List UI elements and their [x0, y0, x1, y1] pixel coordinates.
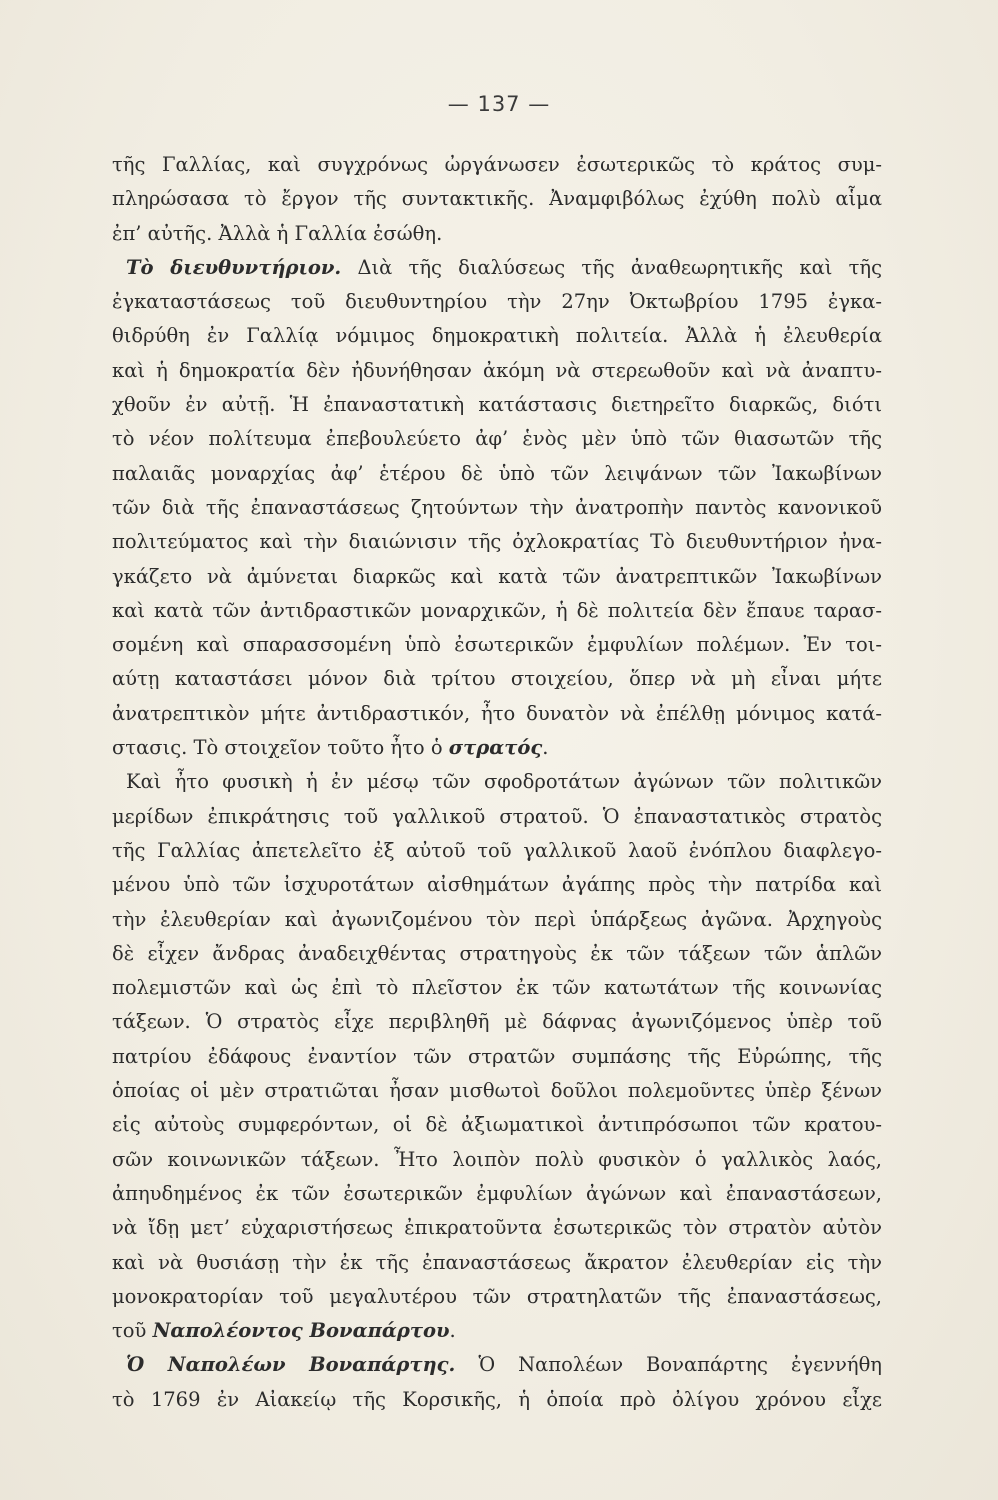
text-line: σῶν κοινωνικῶν τάξεων. Ἦτο λοιπὸν πολὺ φυσικὸν ὁ γαλλικὸς λαός, [112, 1147, 882, 1171]
section-heading: Ὁ Ναπολέων Βοναπάρτης. [126, 1353, 456, 1377]
text-line: τὸ νέον πολίτευμα ἐπεβουλεύετο ἀφ’ ἑνὸς μὲν ὑπὸ τῶν θιασωτῶν τῆς [112, 427, 882, 451]
text-line: γκάζετο νὰ ἀμύνεται διαρκῶς καὶ κατὰ τῶν ἀνατρεπτικῶν Ἰακωβίνων [112, 564, 882, 588]
text-line: τὸ 1769 ἐν Αἰακείῳ τῆς Κορσικῆς, ἡ ὁποία πρὸ ὀλίγου χρόνου εἶχε [112, 1387, 882, 1411]
body-text [112, 148, 882, 1417]
text-line: τὴν ἐλευθερίαν καὶ ἀγωνιζομένου τὸν περὶ ὑπάρξεως ἀγῶνα. Ἀρχηγοὺς [112, 907, 882, 931]
page-number: — 137 — [447, 92, 551, 116]
text-line: πολιτεύματος καὶ τὴν διαιώνισιν τῆς ὀχλοκρατίας Τὸ διευθυντήριον ἠνα- [112, 530, 882, 554]
text-line: μένου ὑπὸ τῶν ἰσχυροτάτων αἰσθημάτων ἀγάπης πρὸς τὴν πατρίδα καὶ [112, 873, 882, 897]
text-line: αύτῃ καταστάσει μόνον διὰ τρίτου στοιχείου, ὅπερ νὰ μὴ εἶναι μήτε [112, 667, 882, 691]
text-line: καὶ νὰ θυσιάσῃ τὴν ἐκ τῆς ἐπαναστάσεως ἄκρατον ἐλευθερίαν εἰς τὴν [112, 1250, 882, 1274]
text-line: θιδρύθη ἐν Γαλλίᾳ νόμιμος δημοκρατικὴ πολιτεία. Ἀλλὰ ἡ ἐλευθερία [112, 324, 882, 348]
text-line: μερίδων ἐπικράτησις τοῦ γαλλικοῦ στρατοῦ. Ὁ ἐπαναστατικὸς στρατὸς [112, 804, 882, 828]
section-heading: Τὸ διευθυντήριον. [126, 255, 342, 279]
section-heading-line: Ὁ Ναπολέων Βοναπάρτης. Ὁ Ναπολέων Βοναπάρτης ἐγεννήθη [126, 1353, 882, 1377]
text-line: πατρίου ἐδάφους ἐναντίον τῶν στρατῶν συμπάσης τῆς Εὐρώπης, τῆς [112, 1044, 882, 1068]
text-line: καὶ κατὰ τῶν ἀντιδραστικῶν μοναρχικῶν, ἡ δὲ πολιτεία δὲν ἔπαυε ταρασ- [112, 598, 882, 622]
text-line: καὶ ἡ δημοκρατία δὲν ἠδυνήθησαν ἀκόμη νὰ στερεωθοῦν καὶ νὰ ἀναπτυ- [112, 358, 882, 382]
text-line: τῆς Γαλλίας ἀπετελεῖτο ἐξ αὐτοῦ τοῦ γαλλικοῦ λαοῦ ἐνόπλου διαφλεγο- [112, 838, 882, 862]
text-line: στασις. Τὸ στοιχεῖον τοῦτο ἦτο ὁ στρατός. [112, 736, 549, 760]
text-line: εἰς αὐτοὺς συμφερόντων, οἱ δὲ ἀξιωματικοὶ ἀντιπρόσωποι τῶν κρατου- [112, 1113, 882, 1137]
text-line: σομένη καὶ σπαρασσομένη ὑπὸ ἐσωτερικῶν ἐμφυλίων πολέμων. Ἐν τοι- [112, 633, 882, 657]
text-line: Καὶ ἦτο φυσικὴ ἡ ἐν μέσῳ τῶν σφοδροτάτων ἀγώνων τῶν πολιτικῶν [126, 770, 882, 794]
text-line: τῶν διὰ τῆς ἐπαναστάσεως ζητούντων τὴν ἀνατροπὴν παντὸς κανονικοῦ [112, 495, 882, 519]
section-heading-line: Τὸ διευθυντήριον. Διὰ τῆς διαλύσεως τῆς ἀναθεωρητικῆς καὶ τῆς [126, 255, 882, 279]
text-line: δὲ εἶχεν ἄνδρας ἀναδειχθέντας στρατηγοὺς ἐκ τῶν τάξεων τῶν ἁπλῶν [112, 941, 882, 965]
emphasis: Ναπολέοντος Βοναπάρτου [152, 1319, 450, 1343]
text-line: ἀνατρεπτικὸν μήτε ἀντιδραστικόν, ἦτο δυνατὸν νὰ ἐπέλθῃ μόνιμος κατά- [112, 701, 882, 725]
text-line: πολεμιστῶν καὶ ὡς ἐπὶ τὸ πλεῖστον ἐκ τῶν κατωτάτων τῆς κοινωνίας [112, 976, 882, 1000]
text-line: χθοῦν ἐν αὐτῇ. Ἡ ἐπαναστατικὴ κατάστασις διετηρεῖτο διαρκῶς, διότι [112, 393, 882, 417]
text-line: ἐπ’ αὐτῆς. Ἀλλὰ ἡ Γαλλία ἐσώθη. [112, 221, 443, 245]
text-line: μονοκρατορίαν τοῦ μεγαλυτέρου τῶν στρατηλατῶν τῆς ἐπαναστάσεως, [112, 1284, 882, 1308]
text-line: ὁποίας οἱ μὲν στρατιῶται ἦσαν μισθωτοὶ δοῦλοι πολεμοῦντες ὑπὲρ ξένων [112, 1079, 882, 1103]
text-line: τάξεων. Ὁ στρατὸς εἶχε περιβληθῆ μὲ δάφνας ἀγωνιζόμενος ὑπὲρ τοῦ [112, 1010, 882, 1034]
text-line: τῆς Γαλλίας, καὶ συγχρόνως ὠργάνωσεν ἐσωτερικῶς τὸ κράτος συμ- [112, 153, 882, 176]
text-line: τοῦ Ναπολέοντος Βοναπάρτου. [112, 1319, 456, 1343]
text-line: παλαιᾶς μοναρχίας ἀφ’ ἑτέρου δὲ ὑπὸ τῶν λειψάνων τῶν Ἰακωβίνων [112, 461, 882, 485]
emphasis: στρατός [448, 736, 543, 760]
text-line: ἐγκαταστάσεως τοῦ διευθυντηρίου τὴν 27ην Ὀκτωβρίου 1795 ἐγκα- [112, 290, 882, 314]
text-line: νὰ ἴδῃ μετ’ εὐχαριστήσεως ἐπικρατοῦντα ἐσωτερικῶς τὸν στρατὸν αὐτὸν [112, 1216, 882, 1240]
text-line: πληρώσασα τὸ ἔργον τῆς συντακτικῆς. Ἀναμφιβόλως ἐχύθη πολὺ αἷμα [112, 187, 882, 211]
text-line: ἀπηυδημένος ἐκ τῶν ἐσωτερικῶν ἐμφυλίων ἀγώνων καὶ ἐπαναστάσεων, [112, 1181, 882, 1205]
